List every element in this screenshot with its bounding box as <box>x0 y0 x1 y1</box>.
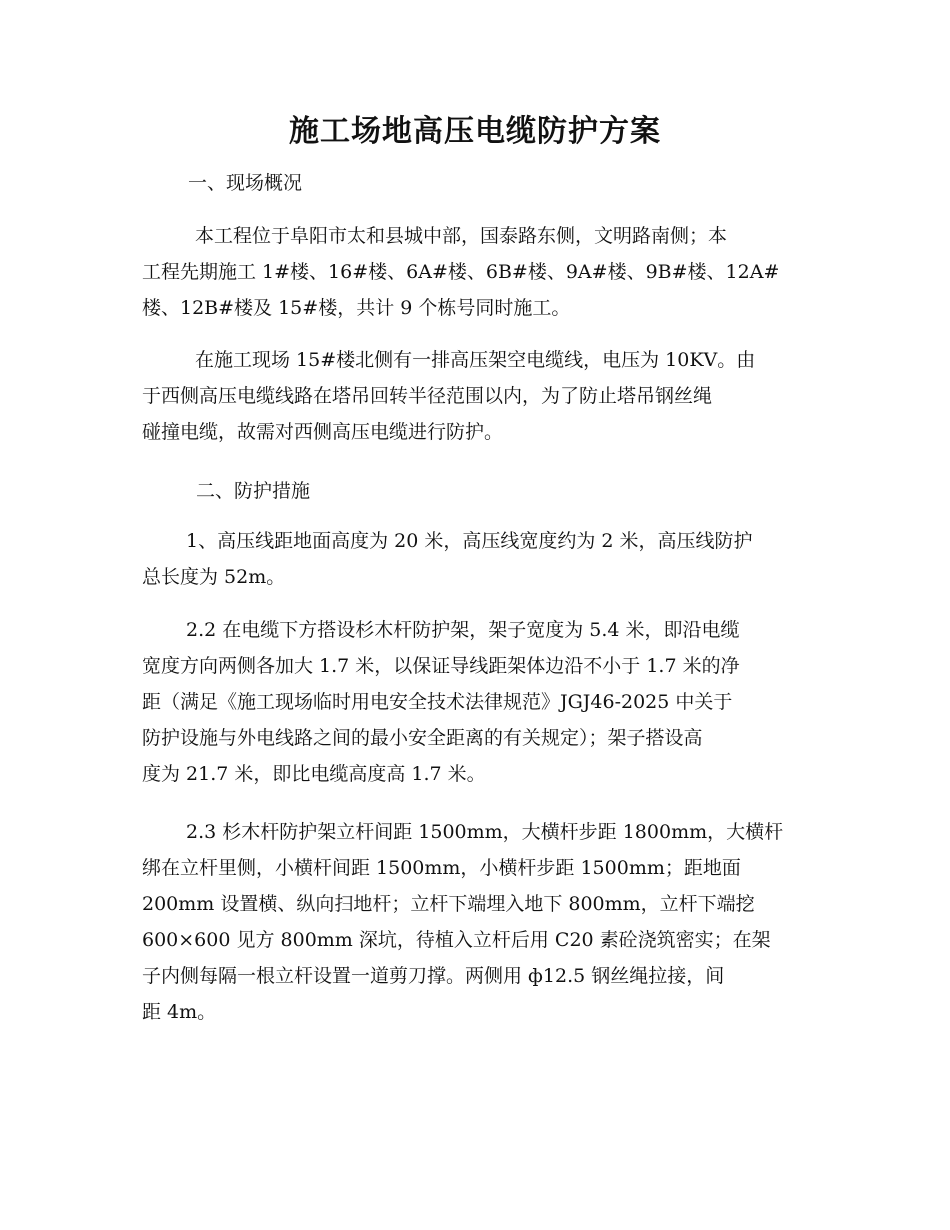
paragraph-line: 600×600 见方 800mm 深坑，待植入立杆后用 C20 素砼浇筑密实；在架 <box>142 929 771 951</box>
document-title: 施工场地高压电缆防护方案 <box>289 114 661 149</box>
paragraph-line: 2.2 在电缆下方搭设杉木杆防护架，架子宽度为 5.4 米，即沿电缆 <box>186 619 740 641</box>
paragraph-line: 于西侧高压电缆线路在塔吊回转半径范围以内，为了防止塔吊钢丝绳 <box>142 385 713 407</box>
paragraph-line: 宽度方向两侧各加大 1.7 米，以保证导线距架体边沿不小于 1.7 米的净 <box>142 655 740 677</box>
paragraph-cable-situation <box>142 342 812 450</box>
paragraph-line: 距（满足《施工现场临时用电安全技术法律规范》JGJ46-2025 中关于 <box>142 691 733 713</box>
paragraph-line: 工程先期施工 1#楼、16#楼、6A#楼、6B#楼、9A#楼、9B#楼、12A# <box>142 261 780 283</box>
paragraph-project-location <box>142 218 812 326</box>
paragraph-line: 2.3 杉木杆防护架立杆间距 1500mm，大横杆步距 1800mm，大横杆 <box>186 821 784 843</box>
paragraph-line: 绑在立杆里侧，小横杆间距 1500mm，小横杆步距 1500mm；距地面 <box>142 857 741 879</box>
paragraph-line: 1、高压线距地面高度为 20 米，高压线宽度约为 2 米，高压线防护 <box>186 530 753 552</box>
paragraph-line: 在施工现场 15#楼北侧有一排高压架空电缆线，电压为 10KV。由 <box>195 349 756 371</box>
paragraph-line: 防护设施与外电线路之间的最小安全距离的有关规定）；架子搭设高 <box>142 727 703 749</box>
paragraph-line: 200mm 设置横、纵向扫地杆；立杆下端埋入地下 800mm，立杆下端挖 <box>142 893 755 915</box>
paragraph-line: 楼、12B#楼及 15#楼，共计 9 个栋号同时施工。 <box>142 297 571 319</box>
paragraph-cable-dimensions <box>142 523 812 595</box>
paragraph-line: 距 4m。 <box>142 1001 217 1023</box>
paragraph-line: 总长度为 52m。 <box>142 566 286 588</box>
paragraph-frame-specification <box>142 814 812 1030</box>
paragraph-line: 度为 21.7 米，即比电缆高度高 1.7 米。 <box>142 763 486 785</box>
paragraph-line: 子内侧每隔一根立杆设置一道剪刀撑。两侧用 ф12.5 钢丝绳拉接，间 <box>142 965 725 987</box>
paragraph-line: 碰撞电缆，故需对西侧高压电缆进行防护。 <box>142 421 504 443</box>
paragraph-line: 本工程位于阜阳市太和县城中部，国泰路东侧，文明路南侧；本 <box>195 225 728 247</box>
section-heading-protection-measures: 二、防护措施 <box>196 480 311 502</box>
section-heading-overview: 一、现场概况 <box>188 172 303 194</box>
paragraph-protection-frame <box>142 612 812 792</box>
